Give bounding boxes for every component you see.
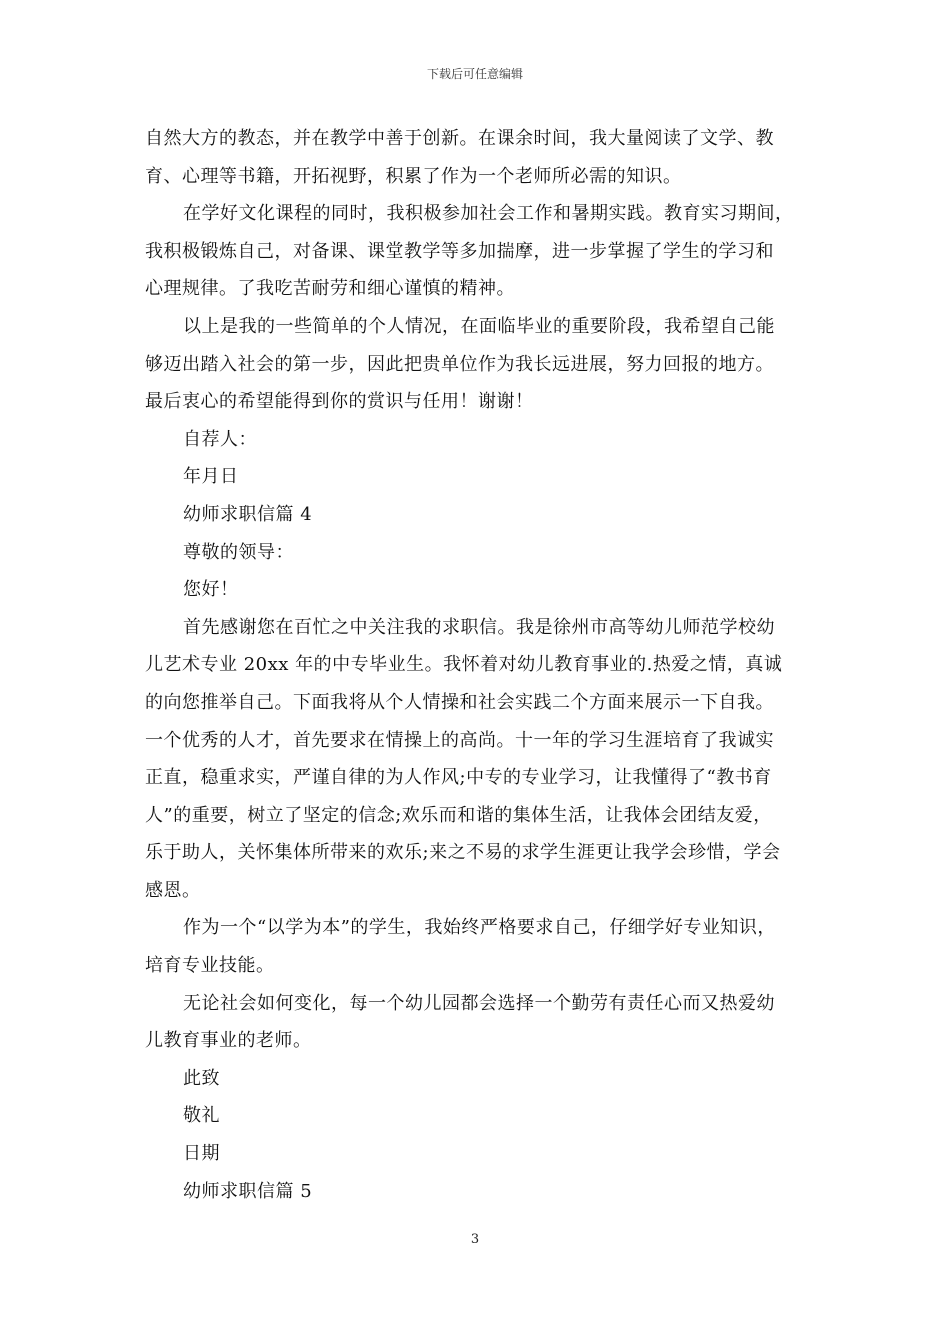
text-line: 您好！	[183, 579, 239, 601]
text-line: 培育专业技能。	[145, 955, 275, 977]
text-line: 在学好文化课程的同时，我积极参加社会工作和暑期实践。教育实习期间，	[183, 203, 794, 225]
text-line: 敬礼	[183, 1105, 220, 1127]
text-line: 尊敬的领导：	[183, 541, 294, 563]
text-line: 幼师求职信篇 5	[183, 1180, 313, 1202]
text-line: 以上是我的一些简单的个人情况，在面临毕业的重要阶段，我希望自己能	[183, 315, 775, 337]
text-line: 乐于助人，关怀集体所带来的欢乐;来之不易的求学生涯更让我学会珍惜，学会	[145, 842, 781, 864]
text-line: 我积极锻炼自己，对备课、课堂教学等多加揣摩，进一步掌握了学生的学习和	[145, 240, 774, 262]
text-line: 最后衷心的希望能得到你的赏识与任用！谢谢！	[145, 391, 534, 413]
text-line: 作为一个“以学为本”的学生，我始终严格要求自己，仔细学好专业知识，	[183, 917, 776, 939]
text-line: 儿艺术专业 20xx 年的中专毕业生。我怀着对幼儿教育事业的.热爱之情，真诚	[145, 654, 783, 676]
text-line: 的向您推举自己。下面我将从个人情操和社会实践二个方面来展示一下自我。	[145, 691, 774, 713]
text-line: 自荐人：	[183, 428, 257, 450]
text-line: 此致	[183, 1067, 220, 1089]
text-line: 无论社会如何变化，每一个幼儿园都会选择一个勤劳有责任心而又热爱幼	[183, 992, 775, 1014]
text-line: 幼师求职信篇 4	[183, 503, 313, 525]
page-header: 下载后可任意编辑	[426, 67, 523, 81]
text-line: 首先感谢您在百忙之中关注我的求职信。我是徐州市高等幼儿师范学校幼	[183, 616, 775, 638]
text-line: 正直，稳重求实，严谨自律的为人作风;中专的专业学习，让我懂得了“教书育	[145, 767, 772, 789]
page-number: 3	[470, 1232, 480, 1247]
text-line: 儿教育事业的老师。	[145, 1030, 312, 1052]
text-line: 感恩。	[145, 879, 201, 901]
text-line: 日期	[183, 1143, 220, 1165]
text-line: 育、心理等书籍，开拓视野，积累了作为一个老师所必需的知识。	[145, 165, 682, 187]
text-line: 人”的重要，树立了坚定的信念;欢乐而和谐的集体生活，让我体会团结友爱，	[145, 804, 772, 826]
document-body	[145, 120, 825, 1210]
text-line: 年月日	[183, 466, 239, 488]
text-line: 够迈出踏入社会的第一步，因此把贵单位作为我长远进展，努力回报的地方。	[145, 353, 774, 375]
text-line: 自然大方的教态，并在教学中善于创新。在课余时间，我大量阅读了文学、教	[145, 128, 774, 149]
text-line: 心理规律。了我吃苦耐劳和细心谨慎的精神。	[145, 278, 515, 300]
text-line: 一个优秀的人才，首先要求在情操上的高尚。十一年的学习生涯培育了我诚实	[145, 729, 774, 751]
